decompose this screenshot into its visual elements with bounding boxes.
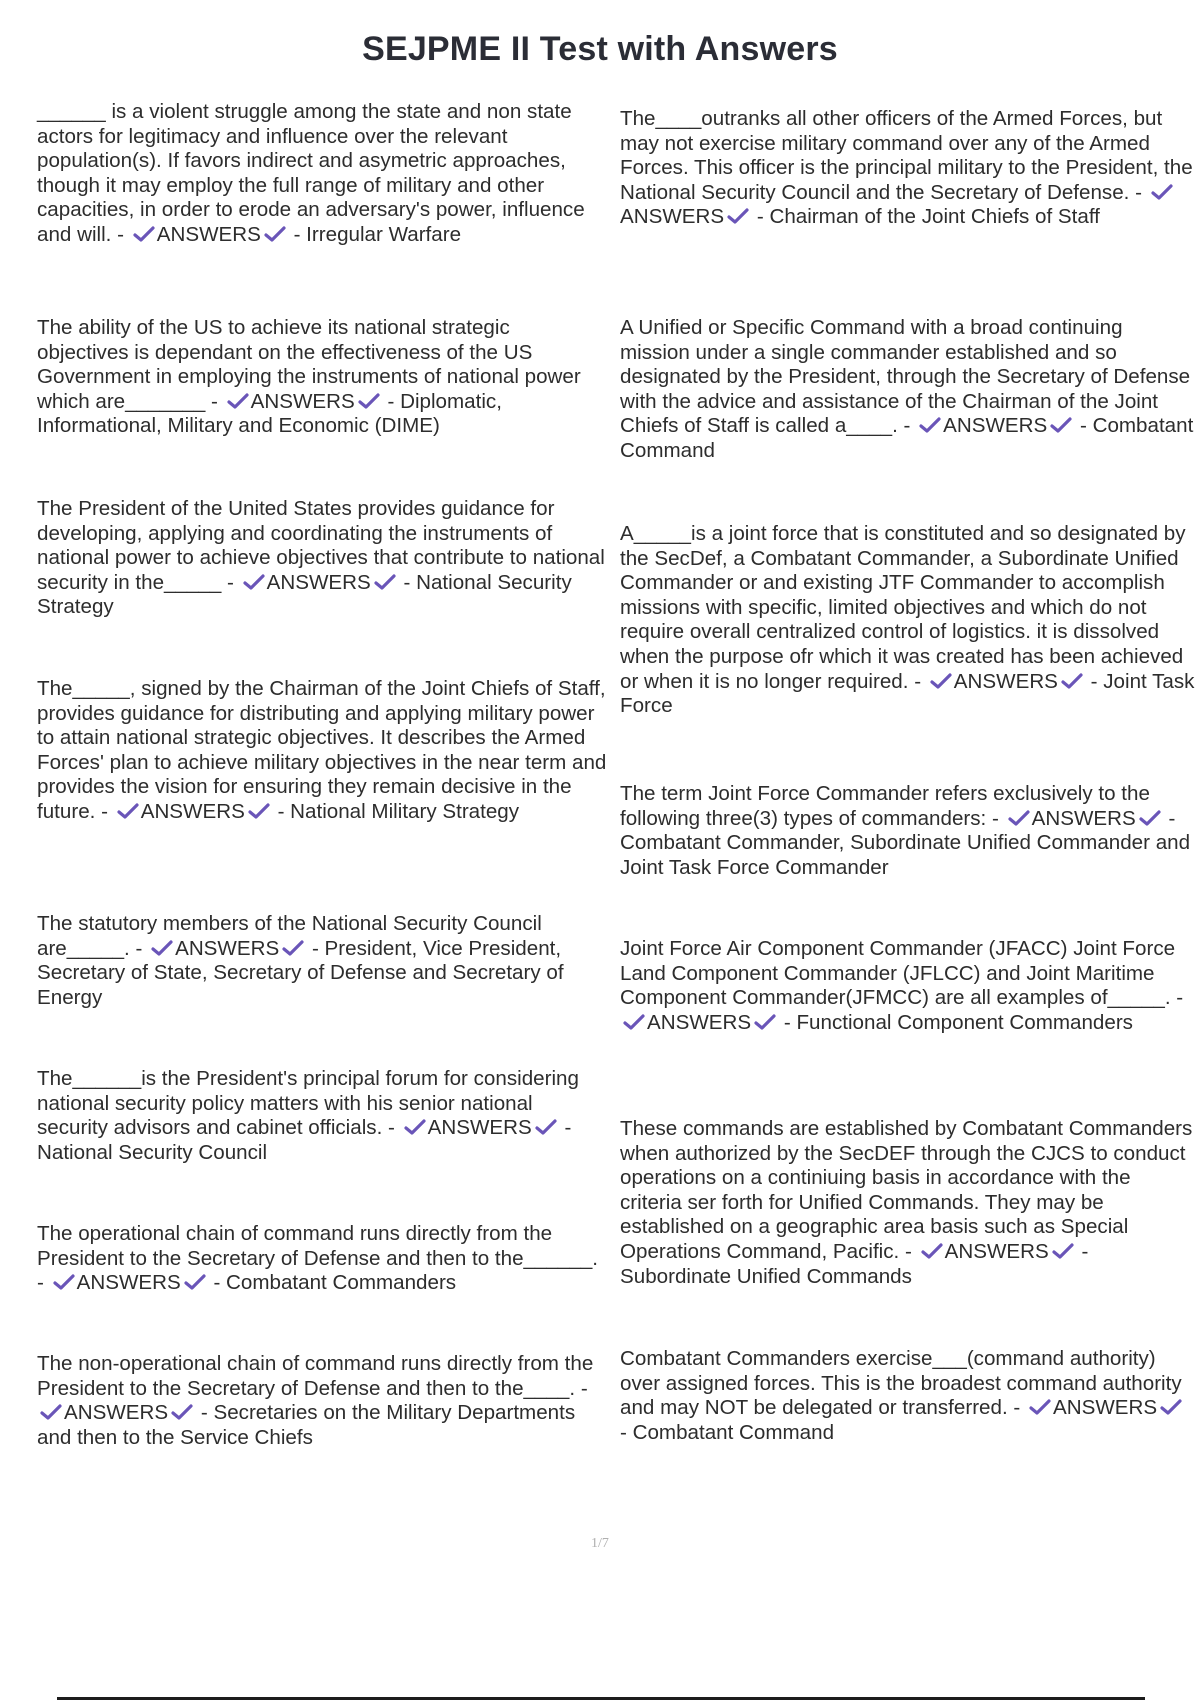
check-icon: [358, 393, 380, 409]
qa-item: [37, 912, 607, 1010]
qa-item: [620, 782, 1195, 880]
answers-label: ANSWERS: [1031, 806, 1136, 830]
check-icon: [930, 673, 952, 689]
check-icon: [1139, 810, 1161, 826]
question-text: Joint Force Air Component Commander (JFACC) Joint Force Land Component Commander (JFLCC) and Joint Maritime Component Commander(JFMCC) are all examples of_____.: [620, 937, 1176, 1010]
separator: -: [751, 205, 770, 229]
separator: -: [271, 799, 291, 823]
document-title: SEJPME II Test with Answers: [362, 30, 838, 68]
check-icon: [151, 940, 173, 956]
separator: -: [778, 1010, 797, 1034]
answers-label: ANSWERS: [944, 1239, 1049, 1263]
check-icon: [1029, 1399, 1051, 1415]
qa-item: [37, 1222, 607, 1296]
answer-text: Combatant Commander, Subordinate Unified Commander and Joint Task Force Commander: [620, 831, 1191, 879]
qa-item: [620, 937, 1195, 1035]
question-text: The_____, signed by the Chairman of the Joint Chiefs of Staff, provides guidance for distributing and applying military power to attain national strategic objectives. It describes the Armed Forces' plan to achieve military objectives in the near term and provides the vision for ensuring they remain decisive in the future.: [37, 677, 607, 823]
separator: -: [908, 669, 927, 693]
separator: -: [1007, 1396, 1026, 1420]
qa-item: [37, 497, 607, 620]
qa-item: [37, 100, 607, 248]
answer-text: Irregular Warfare: [306, 222, 462, 246]
answers-label: ANSWERS: [620, 205, 725, 229]
check-icon: [1151, 184, 1173, 200]
check-icon: [623, 1014, 645, 1030]
question-text: The______is the President's principal forum for considering national security policy matters with his senior national security advisors and cabinet officials.: [37, 1067, 579, 1140]
check-icon: [919, 417, 941, 433]
separator: -: [111, 222, 130, 246]
check-icon: [248, 803, 270, 819]
check-icon: [133, 226, 155, 242]
check-icon: [404, 1119, 426, 1135]
answers-label: ANSWERS: [250, 389, 355, 413]
question-text: The operational chain of command runs directly from the President to the Secretary of Defense and then to the______.: [37, 1222, 598, 1270]
answers-label: ANSWERS: [175, 936, 280, 960]
separator: -: [1084, 669, 1104, 693]
check-icon: [117, 803, 139, 819]
question-text: The statutory members of the National Security Council are_____.: [37, 912, 542, 960]
check-icon: [1061, 673, 1083, 689]
question-text: ______ is a violent struggle among the state and non state actors for legitimacy and influence over the relevant population(s). If favors indirect and asymetric approaches, though it may employ the full range of military and other capacities, in order to erode an adversary's power, influence and will.: [37, 100, 585, 246]
question-text: The ability of the US to achieve its national strategic objectives is dependant on the effectiveness of the US Government in employing the instruments of national power which are_______: [37, 316, 581, 413]
answer-text: National Military Strategy: [290, 799, 520, 823]
answer-text: Combatant Command: [632, 1420, 835, 1444]
separator: -: [37, 1271, 50, 1295]
qa-item: [620, 1347, 1195, 1445]
check-icon: [243, 574, 265, 590]
separator: -: [287, 222, 307, 246]
question-text: A Unified or Specific Command with a broad continuing mission under a single commander established and so designated by the President, through the Secretary of Defense with the advice and assistance of the Chairman of the Joint Chiefs of Staff is called a____.: [620, 316, 1191, 438]
qa-item: [37, 316, 607, 439]
answer-text: President, Vice President, Secretary of State, Secretary of Defense and Secretary of Energy: [37, 936, 564, 1009]
separator: -: [382, 1116, 401, 1140]
check-icon: [40, 1404, 62, 1420]
check-icon: [184, 1274, 206, 1290]
qa-item: [37, 1067, 607, 1165]
separator: -: [1129, 180, 1148, 204]
check-icon: [1052, 1243, 1074, 1259]
separator: -: [306, 936, 325, 960]
separator: -: [897, 414, 917, 438]
check-icon: [754, 1014, 776, 1030]
check-icon: [1050, 417, 1072, 433]
page-indicator: 1/7: [591, 1536, 609, 1551]
separator: -: [207, 1271, 227, 1295]
answers-label: ANSWERS: [647, 1010, 752, 1034]
check-icon: [171, 1404, 193, 1420]
separator: -: [899, 1239, 918, 1263]
check-icon: [921, 1243, 943, 1259]
separator: -: [195, 1401, 214, 1425]
answers-label: ANSWERS: [140, 799, 245, 823]
separator: -: [129, 936, 149, 960]
qa-item: [37, 677, 607, 825]
answer-text: Secretaries on the Military Departments and then to the Service Chiefs: [37, 1401, 576, 1449]
question-text: The term Joint Force Commander refers exclusively to the following three(3) types of commanders:: [620, 782, 1150, 830]
separator: -: [397, 570, 417, 594]
check-icon: [227, 393, 249, 409]
separator: -: [205, 389, 224, 413]
qa-item: [620, 1117, 1195, 1289]
answers-label: ANSWERS: [943, 414, 1048, 438]
check-icon: [535, 1119, 557, 1135]
answers-label: ANSWERS: [76, 1271, 181, 1295]
question-text: The____outranks all other officers of the Armed Forces, but may not exercise military command over any of the Armed Forces. This officer is the principal military to the President, the National Security Council and the Secretary of Defense.: [620, 107, 1193, 204]
question-text: The non-operational chain of command runs directly from the President to the Secretary of Defense and then to the____.: [37, 1352, 594, 1400]
check-icon: [374, 574, 396, 590]
answer-text: Combatant Command: [620, 414, 1194, 462]
answers-label: ANSWERS: [266, 570, 371, 594]
answers-label: ANSWERS: [1053, 1396, 1158, 1420]
answer-text: Functional Component Commanders: [796, 1010, 1133, 1034]
answer-text: Chairman of the Joint Chiefs of Staff: [769, 205, 1100, 229]
answer-text: Subordinate Unified Commands: [620, 1264, 912, 1288]
separator: -: [558, 1116, 572, 1140]
question-text: Combatant Commanders exercise___(command authority) over assigned forces. This is the broadest command authority and may NOT be delegated or transferred.: [620, 1347, 1182, 1420]
separator: -: [1074, 414, 1093, 438]
separator: -: [221, 570, 240, 594]
answer-text: National Security Strategy: [37, 570, 572, 619]
answer-text: Joint Task Force: [620, 669, 1195, 718]
check-icon: [727, 208, 749, 224]
check-icon: [264, 226, 286, 242]
answer-text: National Security Council: [37, 1140, 268, 1164]
qa-item: [37, 1352, 607, 1450]
qa-item: [620, 522, 1195, 719]
qa-item: [620, 316, 1195, 464]
separator: -: [381, 389, 401, 413]
separator: -: [1075, 1239, 1089, 1263]
answers-label: ANSWERS: [427, 1116, 532, 1140]
answers-label: ANSWERS: [953, 669, 1058, 693]
answers-label: ANSWERS: [156, 222, 261, 246]
separator: -: [620, 1420, 633, 1444]
question-text: The President of the United States provides guidance for developing, applying and coordinating the instruments of national power to achieve objectives that contribute to national security in the_____: [37, 497, 605, 594]
separator: -: [95, 799, 114, 823]
separator: -: [1170, 986, 1184, 1010]
separator: -: [986, 806, 1005, 830]
check-icon: [1160, 1399, 1182, 1415]
separator: -: [575, 1376, 588, 1400]
answer-text: Combatant Commanders: [226, 1271, 457, 1295]
separator: -: [1162, 806, 1176, 830]
check-icon: [282, 940, 304, 956]
check-icon: [1008, 810, 1030, 826]
answer-text: Diplomatic, Informational, Military and Economic (DIME): [37, 389, 502, 438]
question-text: A_____is a joint force that is constituted and so designated by the SecDef, a Combatant Commander, a Subordinate Unified Commander or and existing JTF Commander to accomplish missions with specific, limited objectives and which do not require overall centralized control of logistics. it is dissolved when the purpose ofr which it was created has been achieved or when it is no longer required.: [620, 522, 1186, 693]
check-icon: [53, 1274, 75, 1290]
qa-item: [620, 107, 1195, 230]
question-text: These commands are established by Combatant Commanders when authorized by the SecDEF through the CJCS to conduct operations on a continiuing basis in accordance with the criteria ser forth for Unified Commands. They may be established on a geographic area basis such as Special Operations Command, Pacific.: [620, 1117, 1193, 1263]
answers-label: ANSWERS: [64, 1401, 169, 1425]
